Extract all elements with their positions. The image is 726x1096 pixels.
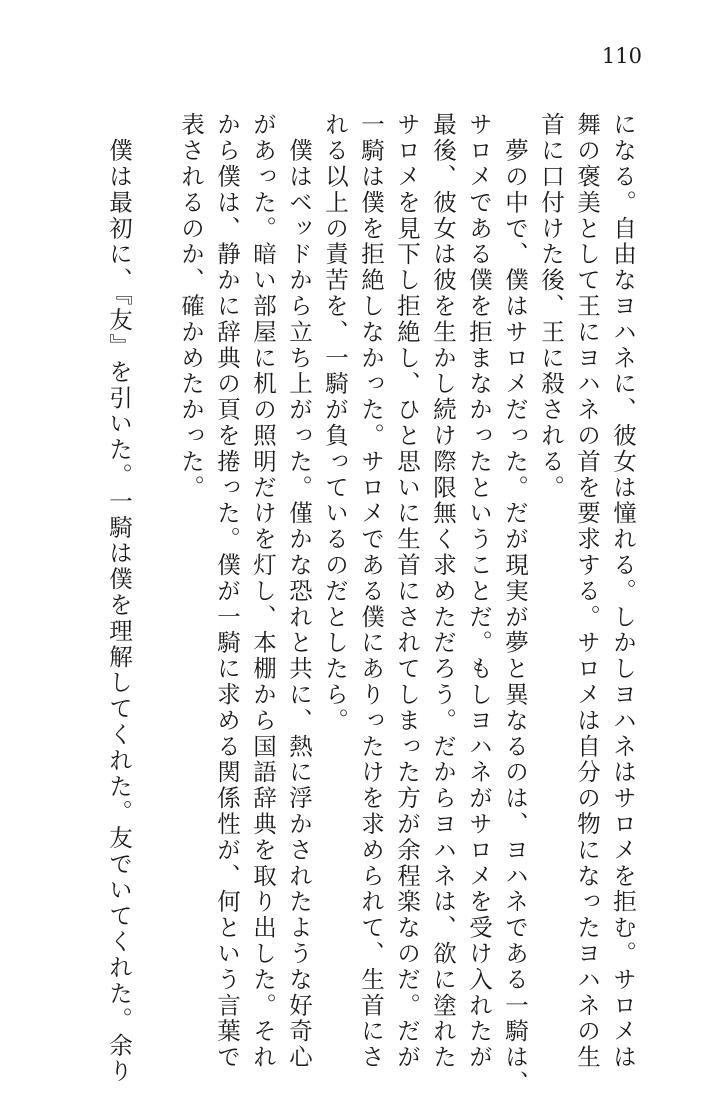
text-line: れる以上の責苦を、一騎が負っているのだとしたら。: [321, 112, 349, 734]
text-line: 僕はベッドから立ち上がった。僅かな恐れと共に、熱に浮かされたような好奇心: [285, 112, 313, 1071]
vertical-text-body: [101, 112, 641, 1096]
text-line: 表されるのか、確かめたかった。: [177, 112, 205, 501]
text-line: になる。自由なヨハネに、彼女は憧れる。しかしヨハネはサロメを拒む。サロメは: [609, 112, 637, 1071]
text-line: 首に口付けた後、王に殺される。: [537, 112, 565, 501]
page-number: 110: [601, 44, 642, 68]
text-line: 最後、彼女は彼を生かし続け際限無く求めただろう。だからヨハネは、欲に塗れた: [429, 112, 457, 1071]
text-line: サロメである僕を拒まなかったということだ。もしヨハネがサロメを受け入れたが: [465, 112, 493, 1071]
text-line: 舞の褒美として王にヨハネの首を要求する。サロメは自分の物になったヨハネの生: [573, 112, 601, 1071]
text-line: サロメを見下し拒絶し、ひと思いに生首にされてしまった方が余程楽なのだ。だが: [393, 112, 421, 1071]
text-line: から僕は、静かに辞典の頁を捲った。僕が一騎に求める関係性が、何という言葉で: [213, 112, 241, 1071]
blank-line: [137, 112, 173, 932]
text-line: 一騎は僕を拒絶しなかった。サロメである僕にありったけを求められて、生首にさ: [357, 112, 385, 1071]
text-line: 夢の中で、僕はサロメだった。だが現実が夢と異なるのは、ヨハネである一騎は、: [501, 112, 529, 1096]
text-line: 僕は最初に、『友』を引いた。一騎は僕を理解してくれた。友でいてくれた。余り: [105, 112, 133, 1085]
text-line: があった。暗い部屋に机の照明だけを灯し、本棚から国語辞典を取り出した。それ: [249, 112, 277, 1071]
